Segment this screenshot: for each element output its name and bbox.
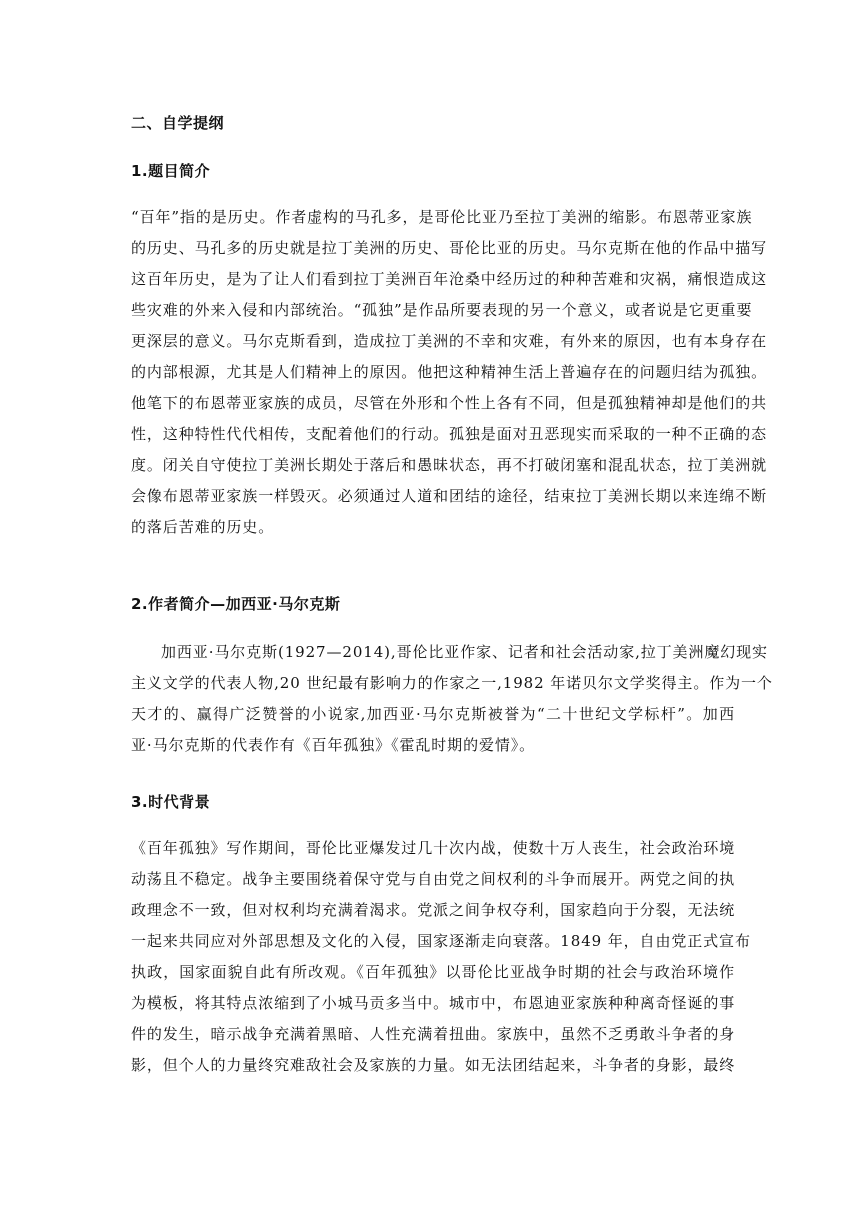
text-line: 主义文学的代表人物,20 世纪最有影响力的作家之一,1982 年诺贝尔文学奖得主。作为一个 (131, 674, 773, 692)
text-line: 更深层的意义。马尔克斯看到，造成拉丁美洲的不幸和灾难，有外来的原因，也有本身存在 (131, 332, 768, 350)
text-line: 一起来共同应对外部思想及文化的入侵，国家逐渐走向衰落。1849 年，自由党正式宣布 (131, 932, 751, 950)
text-line: 性，这种特性代代相传，支配着他们的行动。孤独是面对丑恶现实而采取的一种不正确的态 (131, 425, 768, 443)
text-line: 他笔下的布恩蒂亚家族的成员，尽管在外形和个性上各有不同，但是孤独精神却是他们的共 (131, 394, 768, 412)
text-line: 天才的、赢得广泛赞誉的小说家,加西亚·马尔克斯被誉为“二十世纪文学标杆”。加西 (131, 705, 735, 723)
text-line: 为模板，将其特点浓缩到了小城马贡多当中。城市中，布恩迪亚家族种种离奇怪诞的事 (131, 994, 736, 1012)
heading-title-introduction: 1.题目简介 (131, 162, 211, 180)
heading-historical-background: 3.时代背景 (131, 793, 211, 811)
text-line: 的落后苦难的历史。 (131, 518, 275, 536)
text-line: 会像布恩蒂亚家族一样毁灭。必须通过人道和团结的途径，结束拉丁美洲长期以来连绵不断 (131, 487, 768, 505)
text-line: 件的发生，暗示战争充满着黑暗、人性充满着扭曲。家族中，虽然不乏勇敢斗争者的身 (131, 1025, 736, 1043)
text-line: 的历史、马孔多的历史就是拉丁美洲的历史、哥伦比亚的历史。马尔克斯在他的作品中描写 (131, 239, 768, 257)
heading-author-introduction: 2.作者简介—加西亚·马尔克斯 (131, 595, 341, 613)
text-line: 政理念不一致，但对权利均充满着渴求。党派之间争权夺利，国家趋向于分裂，无法统 (131, 901, 736, 919)
text-line: 执政，国家面貌自此有所改观。《百年孤独》以哥伦比亚战争时期的社会与政治环境作 (131, 963, 735, 981)
text-line: 动荡且不稳定。战争主要围绕着保守党与自由党之间权利的斗争而展开。两党之间的执 (131, 870, 736, 888)
section-heading-self-study-outline: 二、自学提纲 (131, 114, 225, 132)
text-line: 些灾难的外来入侵和内部统治。“孤独”是作品所要表现的另一个意义，或者说是它更重要 (131, 301, 753, 319)
text-line: 加西亚·马尔克斯(1927—2014),哥伦比亚作家、记者和社会活动家,拉丁美洲魔幻现实 (161, 643, 768, 661)
text-line: 这百年历史，是为了让人们看到拉丁美洲百年沧桑中经历过的种种苦难和灾祸，痛恨造成这 (131, 270, 768, 288)
paragraph-author-introduction (131, 637, 773, 761)
text-line: “百年”指的是历史。作者虚构的马孔多，是哥伦比亚乃至拉丁美洲的缩影。布恩蒂亚家族 (131, 208, 753, 226)
paragraph-title-introduction (131, 202, 768, 543)
text-line: 的内部根源，尤其是人们精神上的原因。他把这种精神生活上普遍存在的问题归结为孤独。 (131, 363, 768, 381)
paragraph-historical-background (131, 833, 751, 1081)
text-line: 亚·马尔克斯的代表作有《百年孤独》《霍乱时期的爱情》。 (131, 736, 536, 754)
text-line: 影，但个人的力量终究难敌社会及家族的力量。如无法团结起来，斗争者的身影，最终 (131, 1056, 736, 1074)
text-line: 《百年孤独》写作期间，哥伦比亚爆发过几十次内战，使数十万人丧生，社会政治环境 (131, 839, 736, 857)
text-line: 度。闭关自守使拉丁美洲长期处于落后和愚昧状态，再不打破闭塞和混乱状态，拉丁美洲就 (131, 456, 768, 474)
